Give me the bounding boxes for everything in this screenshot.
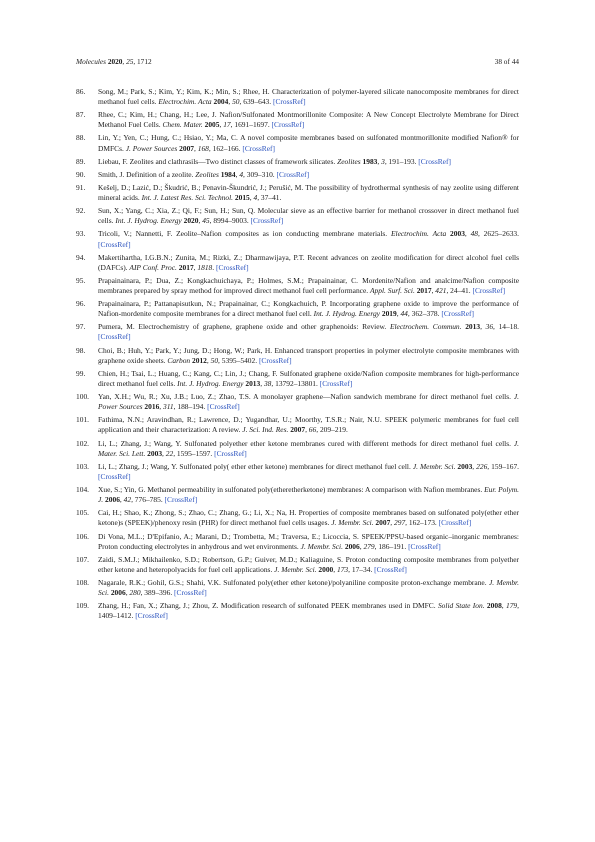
reference-item: 105. Cai, H.; Shao, K.; Zhong, S.; Zhao, C.; Zhang, G.; Li, X.; Na, H. Properties of composite membranes based on sulfonated poly(ether ether ketone)s (SPEEK)/phenoxy resin (PHR) for direct methanol fuel cells usages. J. Membr. Sci. 2007, 297, 162–173. [CrossRef] xyxy=(76,508,519,528)
reference-pages: , 309–310. xyxy=(243,169,275,179)
reference-text: Chien, H.; Tsai, L.; Huang, C.; Kang, C.; Lin, J.; Chang, F. Sulfonated graphene oxide/Nafion composite membranes for high-performance direct methanol fuel cells. xyxy=(98,368,519,388)
reference-number: 95. xyxy=(76,275,86,285)
reference-text: Rhee, C.; Kim, H.; Chang, H.; Lee, J. Nafion/Sulfonated Montmorillonite Composite: A New Concept Electrolyte Membrane for Direct Methanol Fuel Cells. xyxy=(98,110,519,130)
reference-number: 86. xyxy=(76,87,86,96)
reference-volume: 3 xyxy=(381,156,385,166)
reference-text: Li, L.; Zhang, J.; Wang, Y. Sulfonated poly( ether ether ketone) membranes for direct methanol fuel cell. xyxy=(98,461,411,471)
reference-text: Prapainainara, P.; Pattanapisutkun, N.; Prapainainar, C.; Kongkachuich, P. Incorporating graphene oxide to improve the performance of Nafion-mordenite composite membranes for a direct methanol fuel cell. xyxy=(98,299,519,319)
reference-year: 2015 xyxy=(234,193,250,203)
running-header xyxy=(76,57,519,69)
reference-year: 2004 xyxy=(213,97,229,107)
reference-volume: 4 xyxy=(239,169,244,179)
reference-pages: , 2625–2633. xyxy=(478,229,520,239)
reference-number: 106. xyxy=(76,531,90,541)
crossref-link[interactable]: [CrossRef] xyxy=(258,355,292,365)
reference-number: 94. xyxy=(76,252,86,262)
header-citation: Molecules 2020, 25, 1712 xyxy=(76,57,152,66)
reference-text: Liebau, F. Zeolites and clathrasils—Two distinct classes of framework silicates. xyxy=(98,156,336,166)
crossref-link[interactable]: [CrossRef] xyxy=(276,169,310,179)
reference-pages: , 14–18. xyxy=(493,322,520,332)
reference-year: 2017 xyxy=(416,286,432,296)
reference-pages: , 24–41. xyxy=(446,286,471,296)
reference-year: 2020 xyxy=(183,216,199,226)
crossref-link[interactable]: [CrossRef] xyxy=(214,448,247,458)
reference-year: 2007 xyxy=(290,425,306,435)
reference-number: 87. xyxy=(76,110,86,120)
reference-pages: , 389–396. xyxy=(140,588,173,598)
reference-year: 2003 xyxy=(450,229,465,239)
reference-journal: Int. J. Hydrog. Energy xyxy=(313,309,380,319)
reference-volume: 66 xyxy=(308,425,317,435)
reference-number: 101. xyxy=(76,415,90,425)
crossref-link[interactable]: [CrossRef] xyxy=(174,588,207,598)
reference-number: 100. xyxy=(76,392,90,402)
reference-journal: J. Membr. Sci. xyxy=(331,518,374,528)
reference-number: 109. xyxy=(76,601,90,611)
reference-volume: 280 xyxy=(129,588,141,598)
reference-year: 2003 xyxy=(457,461,473,471)
reference-year: 2006 xyxy=(110,588,126,598)
reference-text: Yan, X.H.; Wu, R.; Xu, J.B.; Luo, Z.; Zhao, T.S. A monolayer graphene—Nafion sandwich membrane for direct methanol fuel cells. xyxy=(98,392,511,402)
reference-text: Song, M.; Park, S.; Kim, Y.; Kim, K.; Min, S.; Rhee, H. Characterization of polymer-layered silicate nanocomposite membranes for direct methanol fuel cells. xyxy=(98,87,519,107)
reference-list xyxy=(76,87,519,624)
page-number: 38 of 44 xyxy=(494,57,519,66)
reference-item: 87. Rhee, C.; Kim, H.; Chang, H.; Lee, J. Nafion/Sulfonated Montmorillonite Composite: A New Concept Electrolyte Membrane for Direct Methanol Fuel Cells. Chem. Mater. 2005, 17, 1691–1697. [CrossRef] xyxy=(76,110,519,130)
reference-year: 1983 xyxy=(362,156,378,166)
reference-number: 104. xyxy=(76,485,90,495)
reference-pages: , 8994–9003. xyxy=(209,216,249,226)
crossref-link[interactable]: [CrossRef] xyxy=(472,286,506,296)
reference-year: 2013 xyxy=(465,322,481,332)
reference-item: 109. Zhang, H.; Fan, X.; Zhang, J.; Zhou, Z. Modification research of sulfonated PEEK membranes used in DMFC. Solid State Ion. 2008, 179, 1409–1412. [CrossRef] xyxy=(76,601,519,621)
crossref-link[interactable]: [CrossRef] xyxy=(98,239,131,249)
crossref-link[interactable]: [CrossRef] xyxy=(242,143,275,153)
reference-year: 2007 xyxy=(179,143,195,153)
reference-year: 2007 xyxy=(375,518,391,528)
reference-number: 105. xyxy=(76,508,90,518)
reference-pages: . xyxy=(212,262,215,272)
reference-item: 95. Prapainainara, P.; Dua, Z.; Kongkachuichaya, P.; Holmes, S.M.; Prapainainar, C. Mordenite/Nafion and analcime/Nafion composite membranes prepared by spray method for improved direct methanol fuel cell performance. Appl. Surf. Sci. 2017, 421, 24–41. [CrossRef] xyxy=(76,275,519,296)
reference-item: 104. Xue, S.; Yin, G. Methanol permeability in sulfonated poly(etheretherketone) membranes: A comparison with Nafion membranes. Eur. Polym. J. 2006, 42, 776–785. [CrossRef] xyxy=(76,485,519,505)
reference-journal: Solid State Ion. xyxy=(437,601,485,611)
reference-journal: Electrochem. Commun. xyxy=(389,322,462,332)
reference-text: Li, L.; Zhang, J.; Wang, Y. Sulfonated polyether ether ketone membranes cured with different methods for direct methanol fuel cells. xyxy=(98,438,512,448)
crossref-link[interactable]: [CrossRef] xyxy=(271,120,305,130)
reference-journal: J. Membr. Sci. xyxy=(412,461,456,471)
reference-year: 2005 xyxy=(204,120,220,130)
reference-item: 106. Di Vona, M.L.; D'Epifanio, A.; Marani, D.; Trombetta, M.; Traversa, E.; Licoccia, S. SPEEK/PPSU-based organic–inorganic membranes: Proton conducting electrolytes in anhydrous and wet environments. J. Membr. Sci. 2006, 279, 186–191. [CrossRef] xyxy=(76,531,519,551)
reference-number: 88. xyxy=(76,133,86,143)
reference-year: 2006 xyxy=(344,541,360,551)
reference-text: Makertihartha, I.G.B.N.; Zunita, M.; Rizki, Z.; Dharmawijaya, P.T. Recent advances on zeolite modification for direct alcohol fuel cells (DAFCs). xyxy=(98,252,519,272)
reference-pages: , 162–166. xyxy=(208,143,241,153)
reference-year: 2016 xyxy=(144,402,160,412)
reference-item: 91. Kešelj, D.; Lazić, D.; Škudrić, B.; Penavin-Škundrić, J.; Perušić, M. The possibility of hydrothermal synthesis of nay zeolite using different mineral acids. Int. J. Latest Res. Sci. Technol. 2015, 4, 37–41. xyxy=(76,182,519,203)
crossref-link[interactable]: [CrossRef] xyxy=(207,402,240,412)
reference-year: 2013 xyxy=(245,378,261,388)
reference-item: 90. Smith, J. Definition of a zeolite. Zeolites 1984, 4, 309–310. [CrossRef] xyxy=(76,169,310,179)
reference-journal: J. Power Sources xyxy=(98,392,519,412)
reference-item: 108. Nagarale, R.K.; Gohil, G.S.; Shahi, V.K. Sulfonated poly(ether ether ketone)/polyaniline composite proton-exchange membrane. J. Membr. Sci. 2006, 280, 389–396. [CrossRef] xyxy=(76,577,519,598)
reference-pages: , 191–193. xyxy=(384,156,417,166)
reference-number: 107. xyxy=(76,554,90,564)
reference-item: 86. Song, M.; Park, S.; Kim, Y.; Kim, K.; Min, S.; Rhee, H. Characterization of polymer-layered silicate nanocomposite membranes for direct methanol fuel cells. Electrochim. Acta 2004, 50, 639–643. [CrossRef] xyxy=(76,87,519,107)
reference-pages: , 5395–5402. xyxy=(218,355,258,365)
reference-year: 2000 xyxy=(318,564,334,574)
reference-number: 90. xyxy=(76,169,86,179)
reference-volume: 22 xyxy=(165,448,174,458)
crossref-link[interactable]: [CrossRef] xyxy=(250,216,284,226)
crossref-link[interactable]: [CrossRef] xyxy=(441,309,474,319)
reference-text: Di Vona, M.L.; D'Epifanio, A.; Marani, D.; Trombetta, M.; Traversa, E.; Licoccia, S. SPEEK/PPSU-based organic–inorganic membranes: Proton conducting electrolytes in anhydrous and wet environments. xyxy=(98,531,519,551)
reference-pages: , 639–643. xyxy=(239,97,272,107)
reference-journal: J. Membr. Sci. xyxy=(300,541,343,551)
reference-number: 92. xyxy=(76,206,86,216)
reference-pages: , 1595–1597. xyxy=(173,448,213,458)
reference-item: 102. Li, L.; Zhang, J.; Wang, Y. Sulfonated polyether ether ketone membranes cured with different methods for direct methanol fuel cells. J. Mater. Sci. Lett. 2003, 22, 1595–1597. [CrossRef] xyxy=(76,438,520,458)
crossref-link[interactable]: [CrossRef] xyxy=(215,262,249,272)
reference-year: 2012 xyxy=(192,355,207,365)
crossref-link[interactable]: [CrossRef] xyxy=(319,378,353,388)
reference-number: 91. xyxy=(76,182,86,192)
reference-item: 103. Li, L.; Zhang, J.; Wang, Y. Sulfonated poly( ether ether ketone) membranes for direct methanol fuel cell. J. Membr. Sci. 2003, 226, 159–167. [CrossRef] xyxy=(76,461,520,481)
reference-volume: 168 xyxy=(197,143,209,153)
reference-journal: Int. J. Hydrog. Energy xyxy=(115,216,182,226)
reference-text: Kešelj, D.; Lazić, D.; Škudrić, B.; Penavin-Škundrić, J.; Perušić, M. The possibility of hydrothermal synthesis of nay zeolite using different mineral acids. xyxy=(98,182,519,203)
crossref-link[interactable]: [CrossRef] xyxy=(98,332,131,342)
reference-text: Prapainainara, P.; Dua, Z.; Kongkachuichaya, P.; Holmes, S.M.; Prapainainar, C. Mordenite/Nafion and analcime/Nafion composite membranes prepared by spray method for improved direct methanol fuel cell performance. xyxy=(98,275,519,296)
reference-item: 92. Sun, X.; Yang, C.; Xia, Z.; Qi, F.; Sun, H.; Sun, Q. Molecular sieve as an effective barrier for methanol crossover in direct methanol fuel cells. Int. J. Hydrog. Energy 2020, 45, 8994–9003. [CrossRef] xyxy=(76,206,519,226)
reference-item: 89. Liebau, F. Zeolites and clathrasils—Two distinct classes of framework silicates. Zeolites 1983, 3, 191–193. [CrossRef] xyxy=(76,156,451,166)
reference-volume: 17 xyxy=(223,120,231,130)
reference-number: 89. xyxy=(76,156,86,166)
reference-text: Tricoli, V.; Nannetti, F. Zeolite–Nafion composites as ion conducting membrane materials. xyxy=(98,229,388,239)
reference-year: 2008 xyxy=(486,601,502,611)
reference-item: 97. Pumera, M. Electrochemistry of graphene, graphene oxide and other graphenoids: Review. Electrochem. Commun. 2013, 36, 14–18. [CrossRef] xyxy=(76,322,520,342)
reference-journal: Electrochim. Acta xyxy=(158,97,212,107)
reference-volume: 226 xyxy=(476,461,488,471)
reference-pages: , 186–191. xyxy=(374,541,407,551)
reference-journal: J. Membr. Sci. xyxy=(98,577,519,598)
reference-pages: , 209–219. xyxy=(316,425,348,435)
reference-journal: Appl. Surf. Sci. xyxy=(369,286,415,296)
reference-journal: Int. J. Hydrog. Energy xyxy=(177,378,244,388)
reference-pages: , 17–34. xyxy=(348,564,373,574)
header-volume: 25 xyxy=(126,57,134,66)
crossref-link[interactable]: [CrossRef] xyxy=(374,564,407,574)
reference-item: 88. Lin, Y.; Yen, C.; Hung, C.; Hsiao, Y.; Ma, C. A novel composite membranes based on sulfonated montmorillonite modified Nafion® for DMFCs. J. Power Sources 2007, 168, 162–166. [CrossRef] xyxy=(76,133,519,153)
reference-volume: 36 xyxy=(485,322,494,332)
reference-year: 2006 xyxy=(105,495,120,505)
reference-text: Lin, Y.; Yen, C.; Hung, C.; Hsiao, Y.; Ma, C. A novel composite membranes based on sulfonated montmorillonite modified Nafion® for DMFCs. xyxy=(98,133,519,153)
crossref-link[interactable]: [CrossRef] xyxy=(438,518,472,528)
reference-number: 98. xyxy=(76,345,86,355)
reference-number: 103. xyxy=(76,461,90,471)
reference-item: 94. Makertihartha, I.G.B.N.; Zunita, M.; Rizki, Z.; Dharmawijaya, P.T. Recent advances on zeolite modification for direct alcohol fuel cells (DAFCs). AIP Conf. Proc. 2017, 1818. [CrossRef] xyxy=(76,252,519,272)
header-article: 1712 xyxy=(137,57,152,66)
reference-number: 93. xyxy=(76,229,86,239)
reference-volume: 44 xyxy=(400,309,408,319)
reference-pages: , 1409–1412. xyxy=(98,601,519,621)
reference-journal: J. Membr. Sci. xyxy=(274,564,317,574)
reference-journal: Electrochim. Acta xyxy=(390,229,447,239)
reference-text: Zhang, H.; Fan, X.; Zhang, J.; Zhou, Z. Modification research of sulfonated PEEK membranes used in DMFC. xyxy=(98,601,436,611)
reference-item: 99. Chien, H.; Tsai, L.; Huang, C.; Kang, C.; Lin, J.; Chang, F. Sulfonated graphene oxide/Nafion composite membranes for high-performance direct methanol fuel cells. Int. J. Hydrog. Energy 2013, 38, 13792–13801. [CrossRef] xyxy=(76,368,519,388)
reference-text: Cai, H.; Shao, K.; Zhong, S.; Zhao, C.; Zhang, G.; Li, X.; Na, H. Properties of composite membranes based on sulfonated poly(ether ether ketone)s (SPEEK)/phenoxy resin (PHR) for direct methanol fuel cells usages. xyxy=(98,508,519,528)
reference-item: 101. Fathima, N.N.; Aravindhan, R.; Lawrence, D.; Yugandhar, U.; Moorthy, T.S.R.; Nair, N.U. SPEEK polymeric membranes for fuel cell application and their characterization: A review. J. Sci. Ind. Res. 2007, 66, 209–219. xyxy=(76,415,519,435)
header-journal: Molecules xyxy=(76,57,106,66)
reference-year: 2017 xyxy=(178,262,194,272)
crossref-link[interactable]: [CrossRef] xyxy=(418,156,451,166)
reference-text: Nagarale, R.K.; Gohil, G.S.; Shahi, V.K. Sulfonated poly(ether ether ketone)/polyaniline composite proton-exchange membrane. xyxy=(98,577,487,587)
reference-journal: Chem. Mater. xyxy=(162,120,203,130)
reference-item: 98. Choi, B.; Huh, Y.; Park, Y.; Jung, D.; Hong, W.; Park, H. Enhanced transport properties in polymer electrolyte composite membranes with graphene oxide sheets. Carbon 2012, 50, 5395–5402. [CrossRef] xyxy=(76,345,519,365)
reference-volume: 48 xyxy=(470,229,479,239)
reference-text: Xue, S.; Yin, G. Methanol permeability in sulfonated poly(etheretherketone) membranes: A comparison with Nafion membranes. xyxy=(98,485,483,495)
reference-pages: , 362–378. xyxy=(407,309,440,319)
reference-journal: AIP Conf. Proc. xyxy=(129,262,177,272)
reference-volume: 38 xyxy=(263,378,272,388)
reference-number: 97. xyxy=(76,322,86,332)
crossref-link[interactable]: [CrossRef] xyxy=(98,471,131,481)
reference-volume: 45 xyxy=(202,216,210,226)
reference-text: Pumera, M. Electrochemistry of graphene, graphene oxide and other graphenoids: Review. xyxy=(98,322,387,332)
reference-item: 100. Yan, X.H.; Wu, R.; Xu, J.B.; Luo, Z.; Zhao, T.S. A monolayer graphene—Nafion sandwich membrane for direct methanol fuel cells. J. Power Sources 2016, 311, 188–194. [CrossRef] xyxy=(76,392,519,412)
reference-pages: , 1691–1697. xyxy=(230,120,270,130)
header-year: 2020 xyxy=(107,57,123,66)
reference-text: Smith, J. Definition of a zeolite. xyxy=(98,169,194,179)
reference-volume: 311 xyxy=(163,402,174,412)
reference-volume: 173 xyxy=(336,564,349,574)
reference-text: Zaidi, S.M.J.; Mikhailenko, S.D.; Robertson, G.P.; Guiver, M.D.; Kaliaguine, S. Proton conducting composite membranes from polyether ether ketone and heteropolyacids for fuel cell applications. xyxy=(98,554,519,574)
reference-journal: Zeolites xyxy=(337,156,361,166)
reference-text: Choi, B.; Huh, Y.; Park, Y.; Jung, D.; Hong, W.; Park, H. Enhanced transport properties in polymer electrolyte composite membranes with graphene oxide sheets. xyxy=(98,345,519,365)
crossref-link[interactable]: [CrossRef] xyxy=(135,611,168,621)
reference-journal: J. Sci. Ind. Res. xyxy=(242,425,289,435)
reference-item: 96. Prapainainara, P.; Pattanapisutkun, N.; Prapainainar, C.; Kongkachuich, P. Incorporating graphene oxide to improve the performance of Nafion-mordenite composite membranes for a direct methanol fuel cell. Int. J. Hydrog. Energy 2019, 44, 362–378. [CrossRef] xyxy=(76,299,519,319)
reference-journal: J. Power Sources xyxy=(125,143,178,153)
reference-pages: , 188–194. xyxy=(173,402,206,412)
reference-pages: , 162–173. xyxy=(405,518,437,528)
crossref-link[interactable]: [CrossRef] xyxy=(272,97,306,107)
reference-year: 2019 xyxy=(381,309,397,319)
reference-number: 102. xyxy=(76,438,90,448)
reference-volume: 179 xyxy=(505,601,518,611)
reference-item: 93. Tricoli, V.; Nannetti, F. Zeolite–Nafion composites as ion conducting membrane materials. Electrochim. Acta 2003, 48, 2625–2633. [CrossRef] xyxy=(76,229,520,249)
reference-year: 1984 xyxy=(220,169,236,179)
reference-volume: 1818 xyxy=(197,262,213,272)
reference-journal: Int. J. Latest Res. Sci. Technol. xyxy=(141,193,234,203)
reference-text: Fathima, N.N.; Aravindhan, R.; Lawrence, D.; Yugandhar, U.; Moorthy, T.S.R.; Nair, N.U. SPEEK polymeric membranes for fuel cell application and their characterization: A review. xyxy=(98,415,519,435)
reference-volume: 279 xyxy=(363,541,375,551)
crossref-link[interactable]: [CrossRef] xyxy=(408,541,441,551)
reference-journal: Zeolites xyxy=(195,169,219,179)
reference-text: Sun, X.; Yang, C.; Xia, Z.; Qi, F.; Sun, H.; Sun, Q. Molecular sieve as an effective barrier for methanol crossover in direct methanol fuel cells. xyxy=(98,206,519,226)
reference-journal: Carbon xyxy=(167,355,191,365)
reference-number: 108. xyxy=(76,577,90,587)
reference-item: 107. Zaidi, S.M.J.; Mikhailenko, S.D.; Robertson, G.P.; Guiver, M.D.; Kaliaguine, S. Proton conducting composite membranes from polyether ether ketone and heteropolyacids for fuel cell applications. J. Membr. Sci. 2000, 173, 17–34. [CrossRef] xyxy=(76,554,519,574)
reference-volume: 42 xyxy=(123,495,132,505)
reference-pages: , 13792–13801. xyxy=(271,378,318,388)
reference-pages: , 159–167. xyxy=(487,461,520,471)
reference-year: 2003 xyxy=(147,448,163,458)
reference-volume: 50 xyxy=(210,355,219,365)
crossref-link[interactable]: [CrossRef] xyxy=(164,495,198,505)
reference-journal: Eur. Polym. J. xyxy=(98,485,519,505)
reference-number: 96. xyxy=(76,299,86,309)
reference-pages: , 37–41. xyxy=(257,193,282,203)
reference-number: 99. xyxy=(76,368,86,378)
reference-volume: 4 xyxy=(253,193,258,203)
reference-journal: J. Mater. Sci. Lett. xyxy=(98,438,520,458)
reference-pages: , 776–785. xyxy=(131,495,163,505)
reference-volume: 297 xyxy=(394,518,406,528)
reference-volume: 421 xyxy=(435,286,447,296)
reference-volume: 50 xyxy=(232,97,240,107)
